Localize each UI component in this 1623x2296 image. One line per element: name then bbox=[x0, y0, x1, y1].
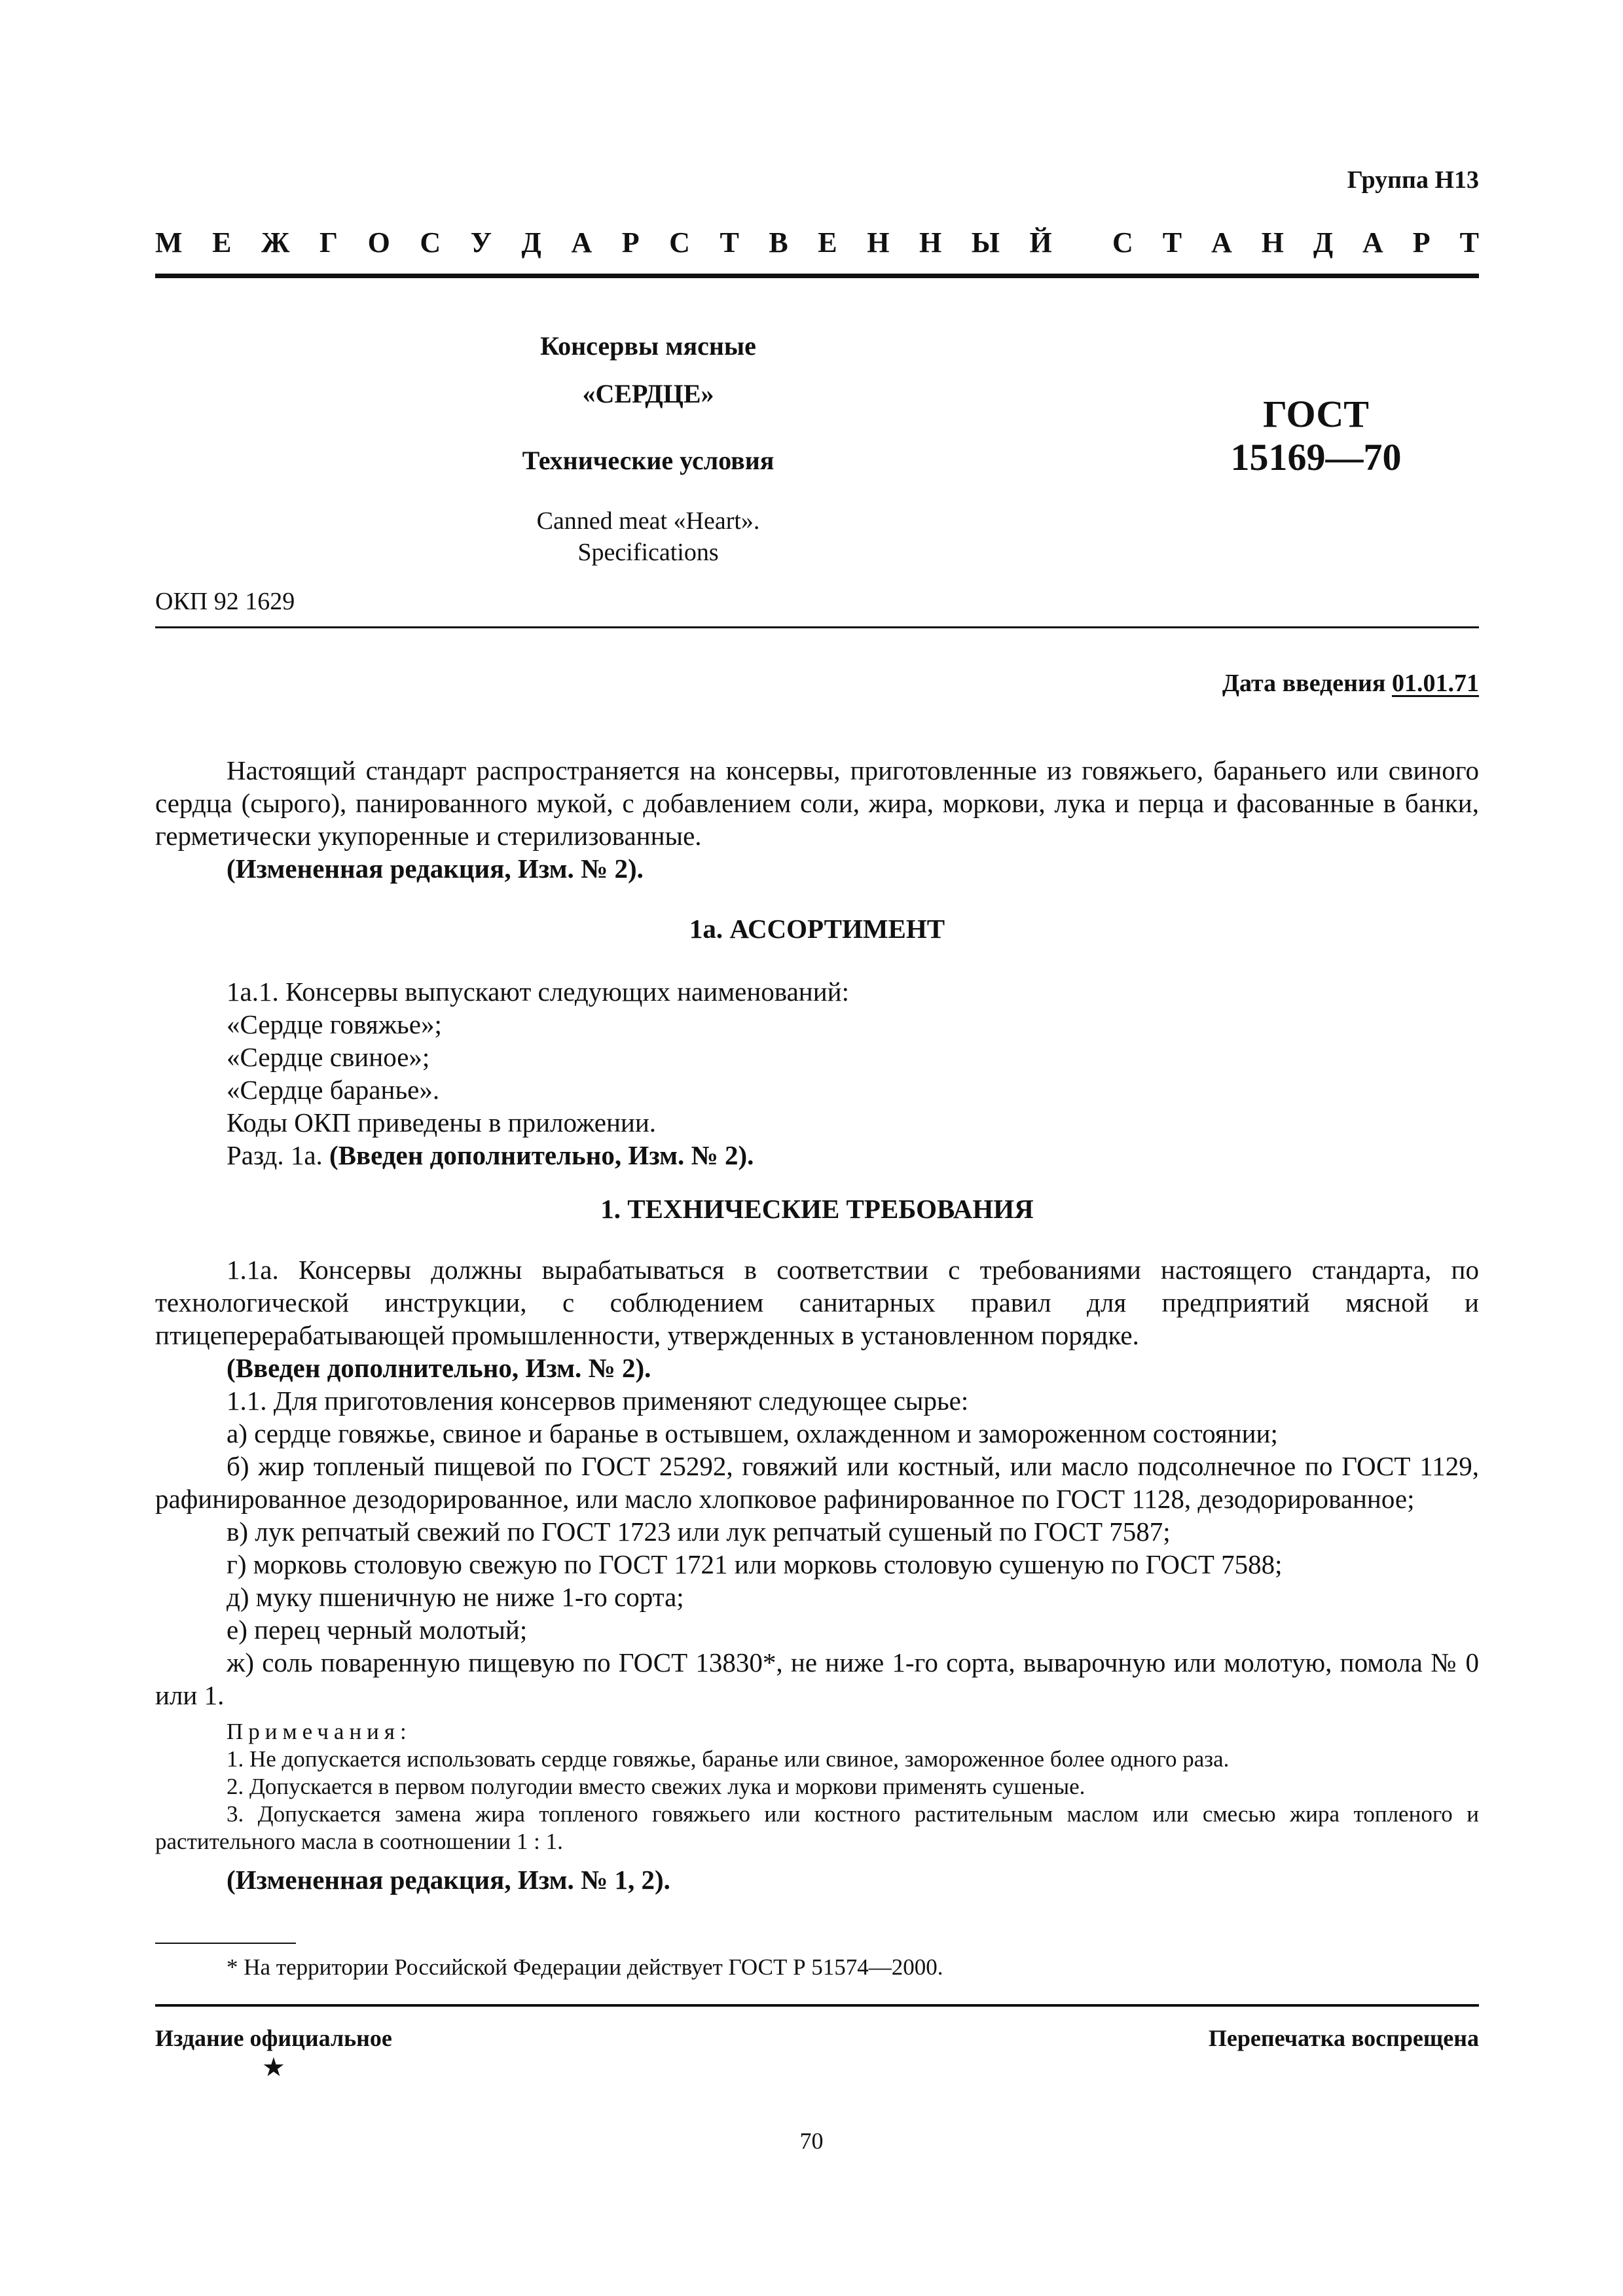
intro-date bbox=[1222, 669, 1479, 698]
section-1a-note bbox=[155, 1139, 1479, 1172]
spaced-letter: Е bbox=[818, 226, 837, 259]
title-line3: Технические условия bbox=[522, 446, 775, 475]
star-icon: ★ bbox=[262, 2053, 285, 2082]
spaced-letter: О bbox=[367, 226, 390, 259]
edition-official: Издание официальное bbox=[155, 2025, 392, 2051]
section-1-change-note: (Измененная редакция, Изм. № 1, 2). bbox=[227, 1865, 670, 1895]
spaced-letter: Ж bbox=[261, 226, 290, 259]
paragraph-1-1a: 1.1а. Консервы должны вырабатываться в соответствии с требованиями настоящего стандарта, по технологической инструкции, с соблюдением санитарных правил для предприятий мясной и птицеперерабатывающей промышленности, утвержденных в установленном порядке. bbox=[155, 1255, 1479, 1350]
spaced-letter: Ы bbox=[971, 226, 1000, 259]
gost-number bbox=[1218, 393, 1414, 479]
paragraph-1-1a-note: (Введен дополнительно, Изм. № 2). bbox=[227, 1353, 651, 1383]
standard-type-heading bbox=[155, 226, 1479, 259]
footnote: * На территории Российской Федерации действует ГОСТ Р 51574—2000. bbox=[227, 1954, 943, 1980]
spaced-letter: С bbox=[669, 226, 690, 259]
notes-title: Примечания: bbox=[227, 1719, 412, 1744]
okp-code: ОКП 92 1629 bbox=[155, 588, 295, 615]
paragraph-1-1: 1.1. Для приготовления консервов применяют следующее сырье: bbox=[227, 1386, 969, 1416]
group-code: Группа Н13 bbox=[1347, 166, 1479, 194]
intro-date-value: 01.01.71 bbox=[1392, 670, 1479, 697]
assortment-line: «Сердце говяжье»; bbox=[227, 1009, 442, 1039]
page-number: 70 bbox=[799, 2128, 824, 2154]
spaced-letter: Н bbox=[867, 226, 890, 259]
gost-code: 15169—70 bbox=[1230, 436, 1402, 478]
spaced-letter: А bbox=[1362, 226, 1383, 259]
raw-material-item: в) лук репчатый свежий по ГОСТ 1723 или лук репчатый сушеный по ГОСТ 7587; bbox=[227, 1516, 1171, 1547]
title-english-line1: Canned meat «Heart». bbox=[536, 507, 760, 535]
spaced-letter: А bbox=[1211, 226, 1232, 259]
spaced-letter: В bbox=[769, 226, 788, 259]
title-english bbox=[393, 505, 903, 568]
intro-paragraph: Настоящий стандарт распространяется на консервы, приготовленные из говяжьего, бараньего или свиного сердца (сырого), панированного мукой, с добавлением соли, жира, моркови, лука и перца и фасованные в банки, герметически укупоренные и стерилизованные. bbox=[155, 755, 1479, 851]
assortment-line: 1а.1. Консервы выпускают следующих наименований: bbox=[227, 977, 850, 1007]
note-item: 2. Допускается в первом полугодии вместо свежих лука и моркови применять сушеные. bbox=[227, 1774, 1085, 1799]
note-item: 3. Допускается замена жира топленого говяжьего или костного растительным маслом или смесью жира топленого и растительного масла в соотношении 1 : 1. bbox=[155, 1801, 1479, 1854]
footnote-block bbox=[155, 1954, 1479, 1981]
section-1a-heading: 1а. АССОРТИМЕНТ bbox=[689, 914, 945, 944]
spaced-letter: Т bbox=[720, 226, 739, 259]
raw-material-item: ж) соль поваренную пищевую по ГОСТ 13830*, не ниже 1-го сорта, выварочную или молотую, помола № 0 или 1. bbox=[155, 1647, 1479, 1710]
reprint-prohibited: Перепечатка воспрещена bbox=[1208, 2025, 1479, 2051]
notes-block bbox=[155, 1718, 1479, 1856]
spaced-letter: С bbox=[1112, 226, 1133, 259]
spaced-letter: Р bbox=[621, 226, 640, 259]
assortment-line: «Сердце свиное»; bbox=[227, 1042, 430, 1072]
spaced-letter: М bbox=[155, 226, 183, 259]
section-1-body bbox=[155, 1253, 1479, 1896]
assortment-line: Коды ОКП приведены в приложении. bbox=[227, 1107, 657, 1138]
section-1a-note-bold: (Введен дополнительно, Изм. № 2). bbox=[329, 1140, 754, 1170]
spaced-letter: А bbox=[571, 226, 593, 259]
spaced-letter: Е bbox=[212, 226, 232, 259]
spaced-letter: Й bbox=[1029, 226, 1052, 259]
raw-material-item: г) морковь столовую свежую по ГОСТ 1721 или морковь столовую сушеную по ГОСТ 7588; bbox=[227, 1549, 1283, 1579]
gost-label: ГОСТ bbox=[1263, 393, 1369, 435]
footer-rule bbox=[155, 2004, 1479, 2007]
title-rule bbox=[155, 626, 1479, 628]
section-1-heading: 1. ТЕХНИЧЕСКИЕ ТРЕБОВАНИЯ bbox=[600, 1194, 1034, 1224]
section-1a-body bbox=[155, 975, 1479, 1172]
footnote-separator bbox=[155, 1943, 296, 1944]
standard-word-standard bbox=[1112, 226, 1479, 259]
spaced-letter: Н bbox=[1261, 226, 1284, 259]
title-line2: «СЕРДЦЕ» bbox=[582, 379, 714, 408]
spaced-letter: Г bbox=[319, 226, 338, 259]
raw-material-item: д) муку пшеничную не ниже 1-го сорта; bbox=[227, 1582, 684, 1612]
spaced-letter: Д bbox=[521, 226, 541, 259]
intro-date-label: Дата введения bbox=[1222, 670, 1386, 697]
spaced-letter: С bbox=[420, 226, 441, 259]
spaced-letter: Д bbox=[1313, 226, 1334, 259]
spaced-letter: Р bbox=[1412, 226, 1431, 259]
raw-material-item: б) жир топленый пищевой по ГОСТ 25292, говяжий или костный, или масло подсолнечное по ГОСТ 1129, рафинированное дезодорированное, или масло хлопковое рафинированное по ГОСТ 1128, дезодорированное; bbox=[155, 1451, 1479, 1514]
spaced-letter: Т bbox=[1459, 226, 1479, 259]
standard-word-interstate bbox=[155, 226, 1052, 259]
raw-material-item: а) сердце говяжье, свиное и баранье в остывшем, охлажденном и замороженном состоянии; bbox=[227, 1418, 1278, 1448]
title-line1: Консервы мясные bbox=[540, 331, 756, 361]
intro-change-note: (Измененная редакция, Изм. № 2). bbox=[227, 853, 644, 884]
title-english-line2: Specifications bbox=[577, 539, 719, 566]
spaced-letter: Н bbox=[919, 226, 942, 259]
assortment-line: «Сердце баранье». bbox=[227, 1075, 440, 1105]
note-item: 1. Не допускается использовать сердце говяжье, баранье или свиное, замороженное более одного раза. bbox=[227, 1746, 1230, 1772]
raw-material-item: е) перец черный молотый; bbox=[227, 1615, 528, 1645]
spaced-letter: Т bbox=[1162, 226, 1182, 259]
header-rule-thick bbox=[155, 274, 1479, 278]
intro-block bbox=[155, 754, 1479, 885]
section-1a-note-prefix: Разд. 1а. bbox=[227, 1140, 330, 1170]
spaced-letter: У bbox=[470, 226, 492, 259]
